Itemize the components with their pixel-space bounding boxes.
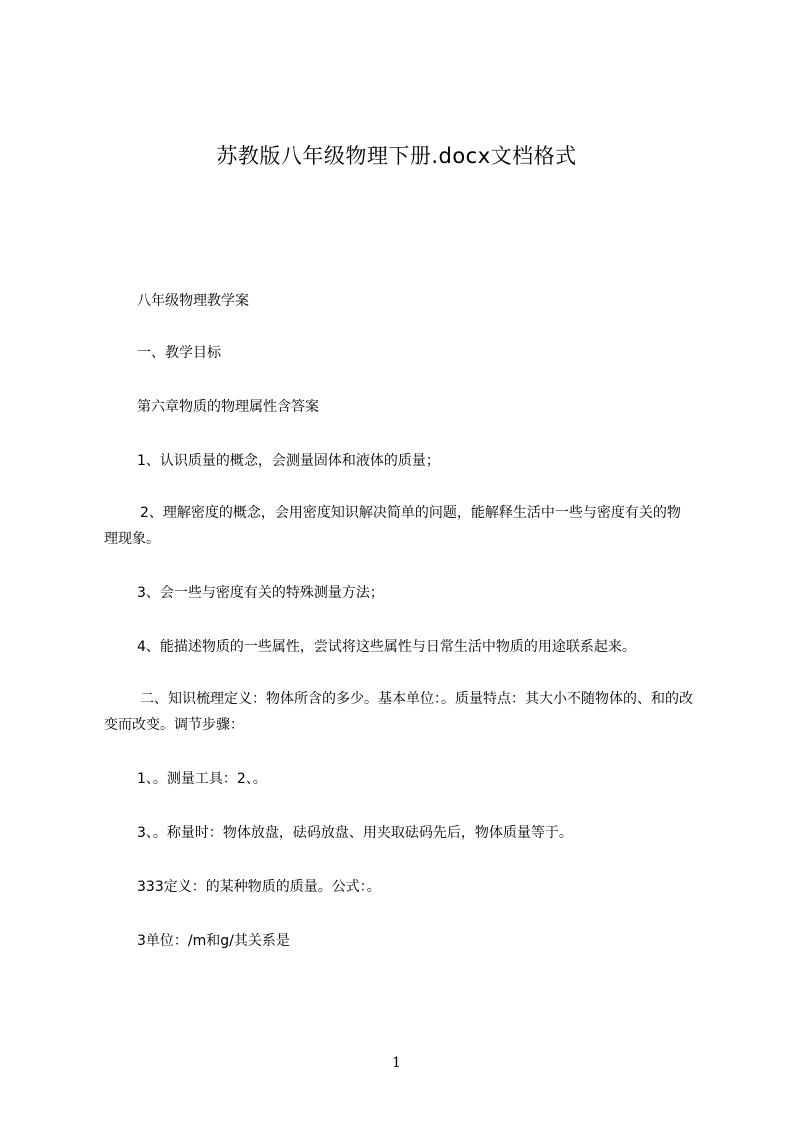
paragraph-9: 1、。测量工具：2、。 <box>137 771 267 787</box>
paragraph-1: 八年级物理教学案 <box>137 293 249 309</box>
paragraph-8: 二、知识梳理定义：物体所含的多少。基本单位：。质量特点：其大小不随物体的、和的改变而改变。调节步骤： <box>104 691 693 733</box>
paragraph-6: 3、会一些与密度有关的特殊测量方法； <box>137 585 384 601</box>
paragraph-2: 一、教学目标 <box>137 345 221 361</box>
paragraph-12: 3单位：/m和g/其关系是 <box>137 933 290 949</box>
page-number: 1 <box>392 1055 401 1071</box>
paragraph-3: 第六章物质的物理属性含答案 <box>137 399 319 415</box>
paragraph-11: 333定义：的某种物质的质量。公式：。 <box>137 879 381 895</box>
paragraph-4: 1、认识质量的概念，会测量固体和液体的质量； <box>137 453 440 469</box>
paragraph-7: 4、能描述物质的一些属性，尝试将这些属性与日常生活中物质的用途联系起来。 <box>137 639 636 655</box>
paragraph-10: 3、。称量时：物体放盘，砝码放盘、用夹取砝码先后，物体质量等于。 <box>137 825 573 841</box>
document-title: 苏教版八年级物理下册.docx文档格式 <box>216 144 577 168</box>
paragraph-5: 2、理解密度的概念，会用密度知识解决简单的问题，能解释生活中一些与密度有关的物理现象。 <box>104 505 681 547</box>
